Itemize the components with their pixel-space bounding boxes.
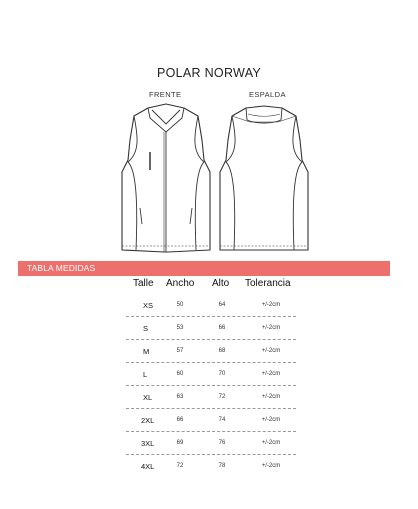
column-header-tolerancia: Tolerancia (245, 278, 291, 289)
tolerance-value: +/-2cm (261, 348, 281, 354)
row-divider (126, 362, 296, 363)
row-divider (126, 454, 296, 455)
size-table-banner (18, 261, 390, 276)
column-header-alto: Alto (212, 278, 230, 289)
column-header-ancho: Ancho (166, 278, 195, 289)
ancho-value: 72 (176, 463, 184, 469)
page-title: POLAR NORWAY (156, 66, 262, 80)
alto-value: 76 (218, 440, 226, 446)
alto-value: 74 (218, 417, 226, 423)
size-label: M (143, 347, 150, 356)
row-divider (126, 431, 296, 432)
size-table-banner-label: TABLA MEDIDAS (27, 263, 96, 273)
alto-value: 78 (218, 463, 226, 469)
tolerance-value: +/-2cm (261, 302, 281, 308)
tolerance-value: +/-2cm (261, 440, 281, 446)
ancho-value: 63 (176, 394, 184, 400)
tolerance-value: +/-2cm (261, 394, 281, 400)
ancho-value: 66 (176, 417, 184, 423)
size-label: 2XL (141, 416, 155, 425)
ancho-value: 69 (176, 440, 184, 446)
tolerance-value: +/-2cm (261, 417, 281, 423)
back-view-label: ESPALDA (249, 90, 286, 99)
size-label: L (143, 370, 148, 379)
row-divider (126, 408, 296, 409)
alto-value: 72 (218, 394, 226, 400)
size-label: 4XL (141, 462, 155, 471)
ancho-value: 57 (176, 348, 184, 354)
tolerance-value: +/-2cm (261, 325, 281, 331)
size-label: 3XL (141, 439, 155, 448)
row-divider (126, 316, 296, 317)
front-view-label: FRENTE (149, 90, 182, 99)
row-divider (126, 385, 296, 386)
size-label: XS (143, 301, 154, 310)
ancho-value: 60 (176, 371, 184, 377)
size-label: XL (143, 393, 153, 402)
ancho-value: 50 (176, 302, 184, 308)
column-header-talle: Talle (133, 278, 154, 289)
tolerance-value: +/-2cm (261, 371, 281, 377)
vest-front-illustration (112, 100, 220, 256)
ancho-value: 53 (176, 325, 184, 331)
alto-value: 68 (218, 348, 226, 354)
vest-back-illustration (210, 100, 318, 256)
alto-value: 70 (218, 371, 226, 377)
size-label: S (143, 324, 149, 333)
row-divider (126, 339, 296, 340)
alto-value: 64 (218, 302, 226, 308)
tolerance-value: +/-2cm (261, 463, 281, 469)
alto-value: 66 (218, 325, 226, 331)
